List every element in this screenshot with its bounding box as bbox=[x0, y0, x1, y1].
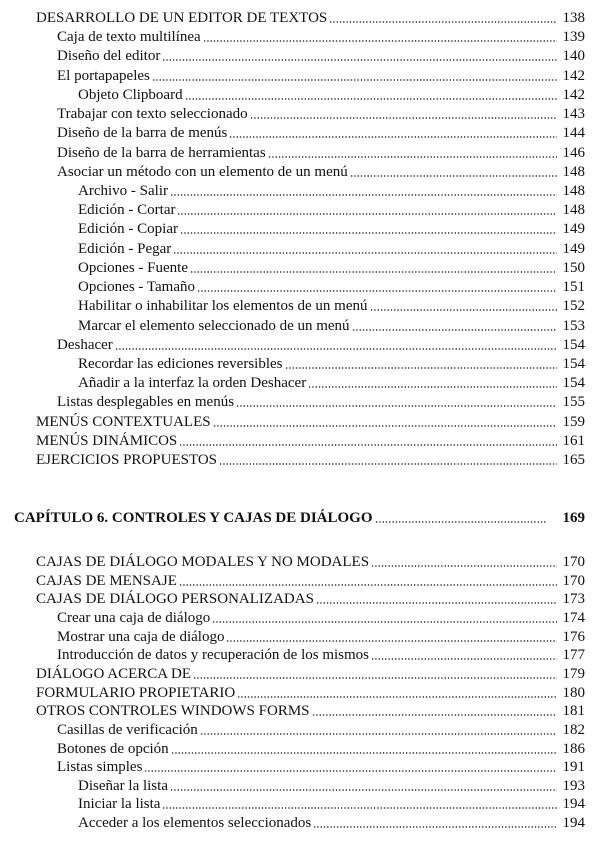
toc-entry bbox=[78, 87, 585, 104]
toc-entry bbox=[57, 29, 585, 46]
entry-page: 174 bbox=[562, 609, 585, 626]
entry-title: DIÁLOGO ACERCA DE bbox=[36, 665, 192, 682]
entry-page: 182 bbox=[562, 721, 585, 738]
toc-entry bbox=[78, 796, 585, 813]
chapter-heading bbox=[14, 510, 585, 527]
toc-entry bbox=[57, 48, 585, 65]
dot-leader bbox=[236, 405, 557, 407]
entry-title: Objeto Clipboard bbox=[78, 86, 183, 103]
toc-entry bbox=[57, 394, 585, 411]
dot-leader bbox=[144, 770, 557, 772]
entry-page: 194 bbox=[562, 796, 585, 813]
toc-entry bbox=[78, 375, 585, 392]
dot-leader bbox=[370, 309, 557, 311]
entry-page: 181 bbox=[562, 703, 585, 720]
entry-title: Introducción de datos y recuperación de los mismos bbox=[57, 647, 369, 664]
toc-entry bbox=[78, 298, 585, 315]
toc-entry bbox=[36, 10, 585, 27]
toc-entry bbox=[57, 337, 585, 354]
entry-page: 149 bbox=[562, 240, 585, 257]
entry-page: 154 bbox=[562, 336, 585, 353]
entry-page: 159 bbox=[562, 413, 585, 430]
chapter-title: CAPÍTULO 6. CONTROLES Y CAJAS DE DIÁLOGO bbox=[14, 510, 373, 526]
toc-entry bbox=[78, 183, 585, 200]
dot-leader bbox=[162, 807, 557, 809]
entry-page: 180 bbox=[562, 684, 585, 701]
dot-leader bbox=[203, 40, 557, 42]
entry-page: 170 bbox=[562, 572, 585, 589]
entry-title: Archivo - Salir bbox=[78, 182, 168, 199]
dot-leader bbox=[173, 252, 557, 254]
dot-leader bbox=[193, 677, 557, 679]
entry-title: Casillas de verificación bbox=[57, 721, 198, 738]
entry-page: 154 bbox=[562, 355, 585, 372]
entry-title: Habilitar o inhabilitar los elementos de un menú bbox=[78, 298, 368, 315]
entry-page: 139 bbox=[562, 29, 585, 46]
entry-title: DESARROLLO DE UN EDITOR DE TEXTOS bbox=[36, 10, 328, 26]
dot-leader bbox=[268, 156, 557, 158]
entry-title: Crear una caja de diálogo bbox=[57, 609, 211, 626]
toc-entry bbox=[78, 241, 585, 258]
entry-page: 148 bbox=[562, 163, 585, 180]
toc-entry bbox=[78, 202, 585, 219]
entry-title: Trabajar con texto seleccionado bbox=[57, 106, 248, 123]
dot-leader bbox=[185, 98, 557, 100]
entry-title: Mostrar una caja de diálogo bbox=[57, 628, 225, 645]
dot-leader bbox=[115, 348, 557, 350]
toc-entry bbox=[57, 145, 585, 162]
dot-leader bbox=[316, 602, 557, 604]
toc-entry bbox=[78, 221, 585, 238]
entry-title: MENÚS CONTEXTUALES bbox=[36, 413, 211, 430]
dot-leader bbox=[200, 733, 557, 735]
dot-leader bbox=[162, 59, 557, 61]
dot-leader bbox=[237, 696, 557, 698]
entry-page: 173 bbox=[562, 591, 585, 608]
entry-title: MENÚS DINÁMICOS bbox=[36, 432, 178, 449]
toc-entry bbox=[57, 125, 585, 142]
entry-page: 140 bbox=[562, 48, 585, 65]
entry-page: 149 bbox=[562, 221, 585, 238]
entry-title: Añadir a la interfaz la orden Deshacer bbox=[78, 375, 307, 392]
toc-entry bbox=[36, 554, 585, 571]
entry-title: OTROS CONTROLES WINDOWS FORMS bbox=[36, 703, 310, 720]
entry-page: 155 bbox=[562, 394, 585, 411]
toc-entry bbox=[36, 685, 585, 702]
entry-title: Diseño de la barra de menús bbox=[57, 125, 228, 142]
dot-leader bbox=[285, 367, 558, 369]
dot-leader bbox=[170, 789, 557, 791]
entry-page: 191 bbox=[562, 759, 585, 776]
toc-entry bbox=[36, 414, 585, 431]
dot-leader bbox=[312, 714, 557, 716]
entry-title: Diseño del editor bbox=[57, 48, 161, 65]
entry-title: Asociar un método con un elemento de un menú bbox=[57, 163, 348, 180]
chapter-page: 169 bbox=[562, 510, 585, 526]
dot-leader bbox=[371, 565, 557, 567]
dot-leader bbox=[329, 21, 557, 23]
toc-entry bbox=[78, 279, 585, 296]
dot-leader bbox=[179, 444, 557, 446]
dot-leader bbox=[350, 175, 557, 177]
entry-page: 179 bbox=[562, 665, 585, 682]
dot-leader bbox=[250, 117, 557, 119]
dot-leader bbox=[152, 79, 557, 81]
entry-title: EJERCICIOS PROPUESTOS bbox=[36, 452, 218, 469]
dot-leader bbox=[180, 232, 557, 234]
entry-page: 152 bbox=[562, 298, 585, 315]
entry-title: Opciones - Fuente bbox=[78, 259, 188, 276]
entry-page: 186 bbox=[562, 740, 585, 757]
toc-entry bbox=[36, 433, 585, 450]
dot-leader bbox=[352, 329, 557, 331]
dot-leader bbox=[371, 658, 557, 660]
entry-page: 148 bbox=[562, 182, 585, 199]
entry-page: 144 bbox=[562, 125, 585, 142]
dot-leader bbox=[179, 584, 557, 586]
toc-entry bbox=[57, 759, 585, 776]
entry-page: 153 bbox=[562, 317, 585, 334]
entry-title: Edición - Cortar bbox=[78, 202, 176, 219]
entry-title: CAJAS DE DIÁLOGO PERSONALIZADAS bbox=[36, 591, 314, 608]
entry-page: 142 bbox=[562, 86, 585, 103]
toc-entry bbox=[78, 356, 585, 373]
toc-entry bbox=[78, 778, 585, 795]
entry-title: Diseño de la barra de herramientas bbox=[57, 144, 266, 161]
dot-leader bbox=[190, 271, 557, 273]
dot-leader bbox=[375, 521, 547, 523]
toc-entry bbox=[57, 164, 585, 181]
dot-leader bbox=[171, 752, 557, 754]
entry-title: El portapapeles bbox=[57, 67, 150, 84]
entry-title: Botones de opción bbox=[57, 740, 169, 757]
dot-leader bbox=[308, 386, 557, 388]
entry-page: 146 bbox=[562, 144, 585, 161]
entry-page: 193 bbox=[562, 777, 585, 794]
toc-entry bbox=[57, 68, 585, 85]
dot-leader bbox=[313, 826, 557, 828]
entry-page: 165 bbox=[562, 452, 585, 469]
entry-title: Iniciar la lista bbox=[78, 796, 161, 813]
entry-page: 161 bbox=[562, 432, 585, 449]
entry-title: FORMULARIO PROPIETARIO bbox=[36, 684, 236, 701]
entry-page: 176 bbox=[562, 628, 585, 645]
toc-entry bbox=[36, 666, 585, 683]
dot-leader bbox=[212, 621, 557, 623]
toc-entry bbox=[78, 318, 585, 335]
entry-page: 177 bbox=[562, 647, 585, 664]
dot-leader bbox=[226, 640, 557, 642]
entry-title: Listas simples bbox=[57, 759, 143, 776]
entry-title: Diseñar la lista bbox=[78, 777, 168, 794]
entry-title: Acceder a los elementos seleccionados bbox=[78, 815, 312, 832]
dot-leader bbox=[170, 194, 557, 196]
entry-page: 151 bbox=[562, 279, 585, 296]
toc-entry bbox=[36, 573, 585, 590]
entry-page: 170 bbox=[562, 554, 585, 570]
dot-leader bbox=[219, 463, 557, 465]
toc-entry bbox=[36, 591, 585, 608]
entry-title: Edición - Pegar bbox=[78, 240, 172, 257]
toc-entry bbox=[57, 722, 585, 739]
entry-page: 148 bbox=[562, 202, 585, 219]
toc-entry bbox=[57, 629, 585, 646]
dot-leader bbox=[213, 425, 557, 427]
toc-entry bbox=[78, 260, 585, 277]
entry-title: CAJAS DE MENSAJE bbox=[36, 572, 177, 589]
toc-entry bbox=[57, 106, 585, 123]
entry-title: Recordar las ediciones reversibles bbox=[78, 355, 283, 372]
entry-title: CAJAS DE DIÁLOGO MODALES Y NO MODALES bbox=[36, 554, 370, 570]
entry-page: 143 bbox=[562, 106, 585, 123]
entry-title: Opciones - Tamaño bbox=[78, 279, 195, 296]
entry-page: 194 bbox=[562, 815, 585, 832]
entry-title: Marcar el elemento seleccionado de un menú bbox=[78, 317, 350, 334]
toc-entry bbox=[57, 741, 585, 758]
toc-entry bbox=[36, 452, 585, 469]
entry-page: 154 bbox=[562, 375, 585, 392]
entry-page: 150 bbox=[562, 259, 585, 276]
entry-title: Edición - Copiar bbox=[78, 221, 178, 238]
toc-entry bbox=[78, 815, 585, 832]
toc-entry bbox=[57, 610, 585, 627]
toc-entry bbox=[57, 647, 585, 664]
entry-title: Deshacer bbox=[57, 336, 113, 353]
entry-title: Caja de texto multilínea bbox=[57, 29, 201, 46]
entry-page: 142 bbox=[562, 67, 585, 84]
toc-entry bbox=[36, 703, 585, 720]
entry-title: Listas desplegables en menús bbox=[57, 394, 235, 411]
dot-leader bbox=[197, 290, 557, 292]
dot-leader bbox=[177, 213, 557, 215]
entry-page: 138 bbox=[562, 10, 585, 26]
dot-leader bbox=[229, 136, 557, 138]
